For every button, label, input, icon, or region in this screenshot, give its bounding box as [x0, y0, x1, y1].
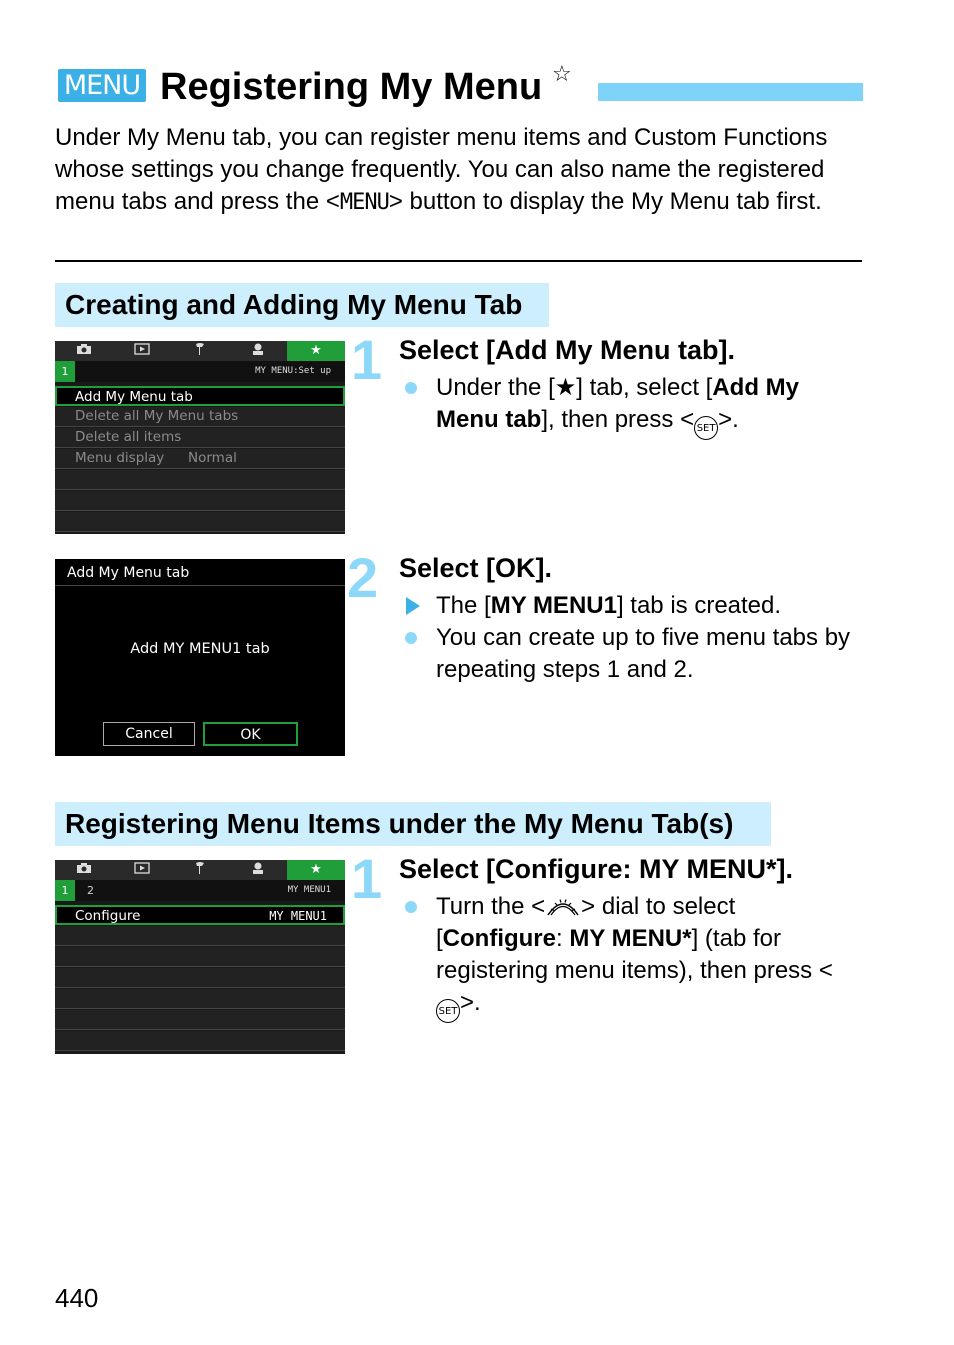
star-tab-icon: ★	[554, 374, 577, 401]
intro-paragraph: Under My Menu tab, you can register menu items and Custom Functions whose settings you change frequently. You can also name the registered menu tabs and press the <MENU> button to display the My Menu tab first.	[55, 124, 828, 215]
star-icon: ★	[287, 860, 345, 880]
camera-icon	[55, 341, 113, 361]
dialog-divider	[55, 585, 345, 586]
play-icon	[113, 341, 171, 361]
menu-row-configure[interactable]: Configure MY MENU1	[55, 905, 345, 925]
result-arrow-icon	[406, 597, 420, 615]
page-number: 440	[55, 1283, 99, 1313]
bullet-icon	[405, 382, 417, 394]
step-note: You can create up to five menu tabs by repeating steps 1 and 2.	[436, 624, 851, 683]
star-icon: ★	[287, 341, 345, 361]
divider	[55, 260, 862, 262]
tab-subtitle: MY MENU:Set up	[255, 366, 331, 376]
menu-row-menu-display[interactable]: Menu display Normal	[55, 449, 345, 469]
title-bar	[598, 83, 863, 101]
bullet-icon	[405, 632, 417, 644]
menu-row-add-my-menu-tab[interactable]: Add My Menu tab	[55, 386, 345, 406]
menu-row-empty	[55, 512, 345, 532]
custom-function-icon	[229, 341, 287, 361]
wrench-icon	[171, 341, 229, 361]
step-number: 1	[351, 328, 383, 391]
step-title: Select [Add My Menu tab].	[399, 335, 736, 365]
main-dial-icon	[545, 895, 581, 917]
page-indicator: 1	[55, 361, 75, 382]
tab-subtitle: MY MENU1	[287, 885, 331, 895]
menu-badge: MENU	[58, 69, 146, 102]
set-button-icon: SET	[436, 999, 460, 1023]
page-title: Registering My Menu	[160, 66, 543, 108]
play-icon	[113, 860, 171, 880]
menu-row-empty	[55, 926, 345, 946]
menu-row-empty	[55, 1010, 345, 1030]
camera-screen-my-menu-setup	[55, 341, 345, 534]
step-instruction: Turn the < > dial to select [Configure: MY MENU*] (tab for registering menu items), then press <SET >.	[436, 891, 856, 1023]
cancel-button[interactable]: Cancel	[103, 722, 195, 746]
menu-tab-bar	[55, 860, 345, 880]
menu-button-icon: MENU	[339, 190, 389, 215]
custom-function-icon	[229, 860, 287, 880]
advanced-star-icon: ☆	[552, 61, 572, 86]
bullet-icon	[405, 901, 417, 913]
step-title: Select [OK].	[399, 553, 553, 583]
camera-screen-add-dialog	[55, 559, 345, 756]
menu-row-empty	[55, 1031, 345, 1051]
step-title: Select [Configure: MY MENU*].	[399, 854, 794, 884]
section-heading-registering: Registering Menu Items under the My Menu Tab(s)	[55, 802, 771, 846]
menu-tab-bar	[55, 341, 345, 361]
step-number: 2	[347, 546, 379, 609]
set-button-icon: SET	[694, 416, 718, 440]
menu-row-empty	[55, 470, 345, 490]
menu-row-delete-all-tabs[interactable]: Delete all My Menu tabs	[55, 407, 345, 427]
menu-row-empty	[55, 947, 345, 967]
page-indicator: 1	[55, 880, 75, 901]
step-number: 1	[351, 847, 383, 910]
menu-row-empty	[55, 491, 345, 511]
step-instruction: Under the [★] tab, select [Add My Menu tab], then press < SET >.	[436, 372, 866, 440]
ok-button[interactable]: OK	[203, 722, 298, 746]
page-indicator-2: 2	[87, 884, 94, 897]
step-result: The [MY MENU1] tab is created.	[436, 592, 782, 619]
menu-row-empty	[55, 989, 345, 1009]
menu-row-empty	[55, 968, 345, 988]
camera-icon	[55, 860, 113, 880]
dialog-title: Add My Menu tab	[67, 565, 190, 581]
wrench-icon	[171, 860, 229, 880]
camera-screen-my-menu1	[55, 860, 345, 1054]
menu-row-delete-all-items[interactable]: Delete all items	[55, 428, 345, 448]
dialog-message: Add MY MENU1 tab	[130, 641, 270, 657]
section-heading-creating: Creating and Adding My Menu Tab	[55, 283, 549, 327]
